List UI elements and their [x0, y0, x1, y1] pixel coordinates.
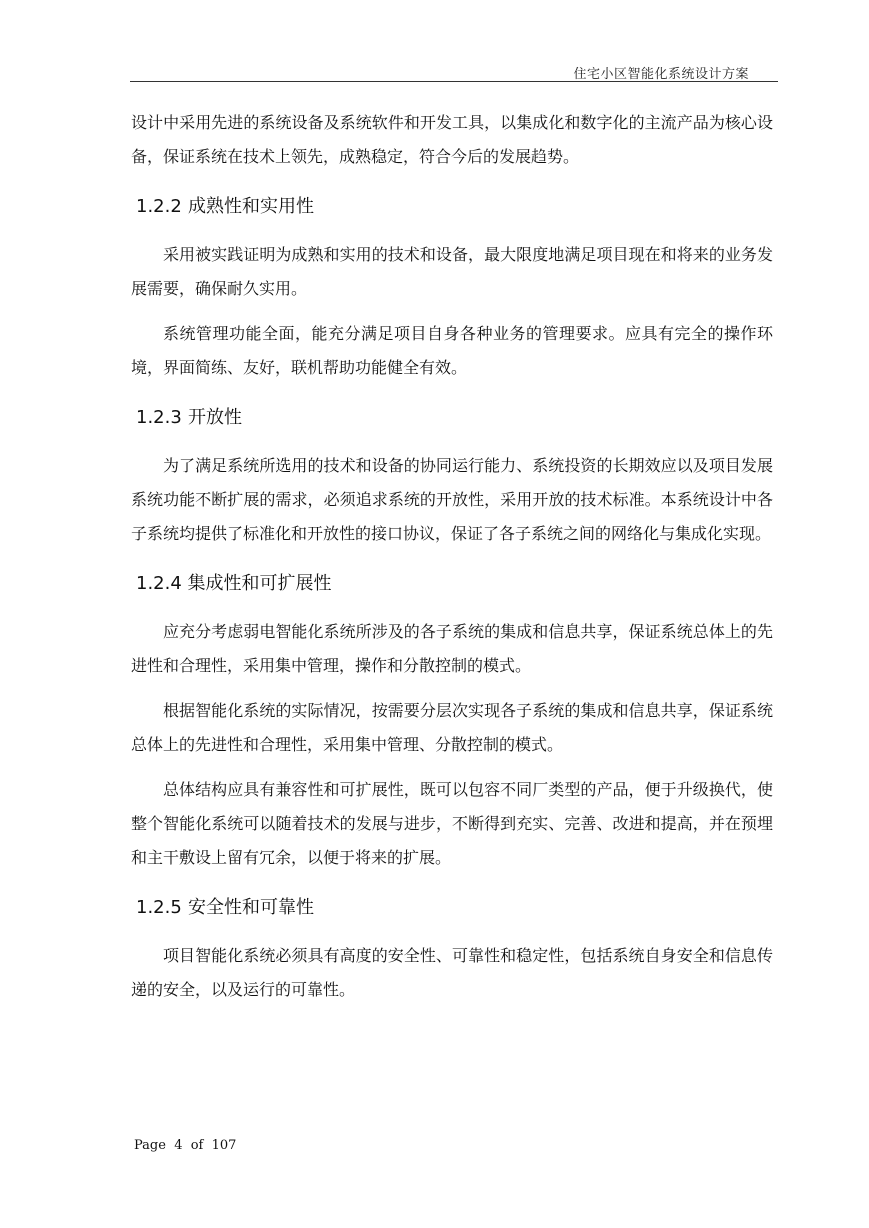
- section-title: 集成性和可扩展性: [187, 573, 332, 594]
- section-number: 1.2.3: [136, 407, 182, 428]
- section-heading-1-2-3: [136, 401, 778, 435]
- page-number-footer: Page 4 of 107: [134, 1138, 237, 1153]
- header-divider: [130, 81, 778, 82]
- paragraph: 根据智能化系统的实际情况，按需要分层次实现各子系统的集成和信息共享，保证系统总体上的先进性和合理性，采用集中管理、分散控制的模式。: [131, 701, 773, 754]
- paragraph: 总体结构应具有兼容性和可扩展性，既可以包容不同厂类型的产品，便于升级换代，使整个智能化系统可以随着技术的发展与进步，不断得到充实、完善、改进和提高，并在预埋和主干敷设上留有冗余，以便于将来的扩展。: [131, 780, 773, 867]
- paragraph: 采用被实践证明为成熟和实用的技术和设备，最大限度地满足项目现在和将来的业务发展需要，确保耐久实用。: [131, 245, 773, 298]
- section-heading-1-2-2: [136, 190, 778, 224]
- section-title: 成熟性和实用性: [188, 196, 314, 217]
- section-number: 1.2.5: [136, 897, 182, 918]
- paragraph: 为了满足系统所选用的技术和设备的协同运行能力、系统投资的长期效应以及项目发展系统功能不断扩展的需求，必须追求系统的开放性，采用开放的技术标准。本系统设计中各子系统均提供了标准化和开放性的接口协议，保证了各子系统之间的网络化与集成化实现。: [131, 456, 773, 543]
- section-heading-1-2-4: [136, 567, 778, 601]
- paragraph: 应充分考虑弱电智能化系统所涉及的各子系统的集成和信息共享，保证系统总体上的先进性和合理性，采用集中管理，操作和分散控制的模式。: [131, 622, 773, 675]
- running-header-title: 住宅小区智能化系统设计方案: [573, 67, 749, 82]
- section-heading-1-2-5: [136, 891, 778, 925]
- section-number: 1.2.4: [136, 573, 182, 594]
- intro-paragraph: 设计中采用先进的系统设备及系统软件和开发工具，以集成化和数字化的主流产品为核心设备，保证系统在技术上领先，成熟稳定，符合今后的发展趋势。: [131, 113, 773, 166]
- paragraph: 项目智能化系统必须具有高度的安全性、可靠性和稳定性，包括系统自身安全和信息传递的安全，以及运行的可靠性。: [131, 946, 773, 999]
- section-number: 1.2.2: [136, 196, 182, 217]
- paragraph: 系统管理功能全面，能充分满足项目自身各种业务的管理要求。应具有完全的操作环境，界面简练、友好，联机帮助功能健全有效。: [131, 324, 773, 377]
- section-title: 安全性和可靠性: [188, 897, 314, 918]
- page-body: [131, 106, 773, 1007]
- section-title: 开放性: [188, 407, 242, 428]
